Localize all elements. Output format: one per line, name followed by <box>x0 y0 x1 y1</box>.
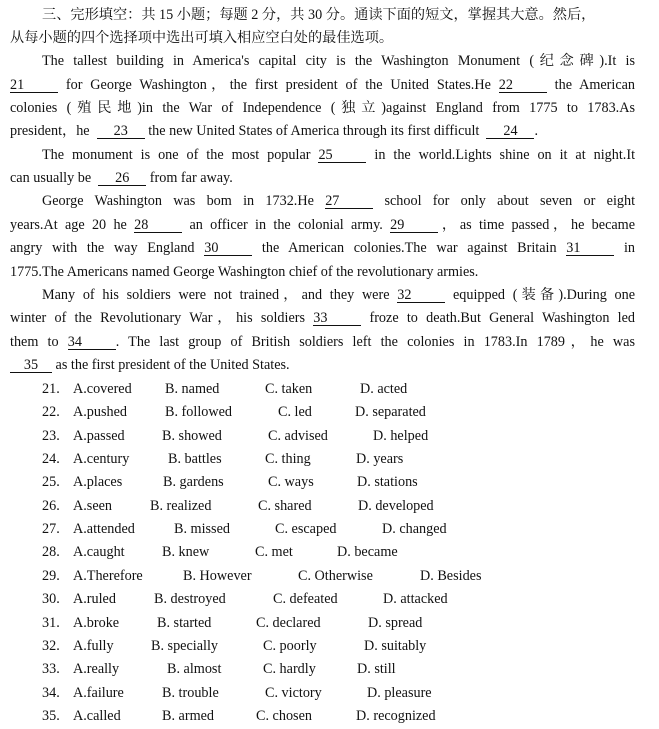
blank-25: 25 <box>318 148 366 163</box>
blank-32: 32 <box>397 288 445 303</box>
option-a: A.failure <box>73 685 124 701</box>
question-item: 30. A.ruled B. destroyed C. defeated D. attacked <box>0 588 659 611</box>
instructions-line-1: 三、完形填空：共 15 小题；每题 2 分，共 30 分。通读下面的短文，掌握其大意。然后， <box>42 7 596 23</box>
blank-33: 33 <box>313 311 361 326</box>
passage-line: The monument is one of the most popular 25 in the world.Lights shine on it at night.It <box>42 147 636 163</box>
passage-line: angry with the way England 30 the American colonies.The war against Britain 31 in <box>10 240 635 256</box>
option-a: A.pushed <box>73 404 127 420</box>
blank-23: 23 <box>97 124 145 139</box>
option-a: A.caught <box>73 544 125 560</box>
option-c: C. defeated <box>273 591 338 607</box>
option-a: A.passed <box>73 428 125 444</box>
option-c: C. ways <box>268 474 314 490</box>
passage-line: colonies (殖民地)in the War of Independence (独立)against England from 1775 to 1783.As <box>10 100 635 116</box>
option-b: B. knew <box>162 544 210 560</box>
option-a: A.called <box>73 708 121 724</box>
option-c: C. victory <box>265 685 322 701</box>
option-a: A.fully <box>73 638 114 654</box>
option-c: C. thing <box>265 451 311 467</box>
option-a: A.Therefore <box>73 568 143 584</box>
passage-line: them to 34 . The last group of British soldiers left the colonies in 1783.In 1789，he was <box>10 334 635 350</box>
option-c: C. declared <box>256 615 321 631</box>
option-b: B. realized <box>150 498 212 514</box>
option-d: D. recognized <box>356 708 436 724</box>
passage-line: George Washington was bom in 1732.He 27 school for only about seven or eight <box>42 193 636 209</box>
option-b: B. gardens <box>163 474 224 490</box>
option-a: A.century <box>73 451 130 467</box>
option-d: D. pleasure <box>367 685 432 701</box>
question-item: 24. A.century B. battles C. thing D. years <box>0 448 659 471</box>
blank-29: 29 <box>390 218 438 233</box>
question-item: 22. A.pushed B. followed C. led D. separated <box>0 401 659 424</box>
option-d: D. separated <box>355 404 426 420</box>
option-c: C. escaped <box>275 521 337 537</box>
option-b: B. showed <box>162 428 222 444</box>
option-c: C. chosen <box>256 708 312 724</box>
option-d: D. suitably <box>364 638 427 654</box>
question-item: 26. A.seen B. realized C. shared D. developed <box>0 495 659 518</box>
passage-line: years.At age 20 he 28 an officer in the colonial army. 29 ，as time passed，he became <box>10 217 636 233</box>
option-d: D. helped <box>373 428 429 444</box>
passage-line: 35 as the first president of the United States. <box>10 354 635 377</box>
blank-27: 27 <box>325 194 373 209</box>
option-d: D. still <box>357 661 396 677</box>
passage-line: Many of his soldiers were not trained，and they were 32 equipped (装备).During one <box>42 287 636 303</box>
option-a: A.places <box>73 474 123 490</box>
question-item: 25. A.places B. gardens C. ways D. stations <box>0 471 659 494</box>
passage-line: The tallest building in America's capital city is the Washington Monument (纪念碑).It is <box>42 53 635 69</box>
option-a: A.really <box>73 661 120 677</box>
question-item: 23. A.passed B. showed C. advised D. helped <box>0 425 659 448</box>
blank-30: 30 <box>204 241 252 256</box>
question-item: 35. A.called B. armed C. chosen D. recognized <box>0 705 659 728</box>
blank-26: 26 <box>98 171 146 186</box>
blank-28: 28 <box>134 218 182 233</box>
option-c: C. shared <box>258 498 312 514</box>
option-b: B. destroyed <box>154 591 226 607</box>
passage-line: winter of the Revolutionary War，his soldiers 33 froze to death.But General Washington led <box>10 310 635 326</box>
option-c: C. poorly <box>263 638 317 654</box>
blank-31: 31 <box>566 241 614 256</box>
blank-24: 24 <box>486 124 534 139</box>
option-b: B. battles <box>168 451 222 467</box>
passage-line: can usually be 26 from far away. <box>10 170 233 186</box>
option-c: C. led <box>278 404 312 420</box>
question-item: 34. A.failure B. trouble C. victory D. pleasure <box>0 682 659 705</box>
instructions-line-2: 从每小题的四个选择项中选出可填入相应空白处的最佳选项。 <box>10 30 394 46</box>
option-a: A.ruled <box>73 591 116 607</box>
option-d: D. attacked <box>383 591 448 607</box>
option-b: B. armed <box>162 708 215 724</box>
blank-22: 22 <box>499 78 547 93</box>
option-a: A.attended <box>73 521 135 537</box>
question-item: 29. A.Therefore B. However C. Otherwise D. Besides <box>0 565 659 588</box>
option-d: D. Besides <box>420 568 482 584</box>
option-c: C. Otherwise <box>298 568 373 584</box>
option-b: B. specially <box>151 638 218 654</box>
blank-34: 34 <box>68 335 116 350</box>
option-b: B. However <box>183 568 252 584</box>
option-c: C. met <box>255 544 293 560</box>
passage-line: 21 for George Washington，the first president of the United States.He 22 the American <box>10 77 636 93</box>
option-d: D. changed <box>382 521 447 537</box>
option-b: B. almost <box>167 661 222 677</box>
option-d: D. stations <box>357 474 418 490</box>
option-c: C. taken <box>265 381 313 397</box>
option-b: B. missed <box>174 521 230 537</box>
option-d: D. years <box>356 451 404 467</box>
option-b: B. followed <box>165 404 232 420</box>
passage-line: president，he 23 the new United States of America through its first difficult 24 . <box>10 123 538 139</box>
blank-21: 21 <box>10 78 58 93</box>
blank-35: 35 <box>10 358 52 373</box>
option-a: A.covered <box>73 381 132 397</box>
option-c: C. hardly <box>263 661 316 677</box>
question-item: 31. A.broke B. started C. declared D. spread <box>0 612 659 635</box>
option-b: B. started <box>157 615 212 631</box>
option-c: C. advised <box>268 428 328 444</box>
question-item: 28. A.caught B. knew C. met D. became <box>0 541 659 564</box>
option-a: A.broke <box>73 615 120 631</box>
option-d: D. developed <box>358 498 434 514</box>
question-item: 27. A.attended B. missed C. escaped D. changed <box>0 518 659 541</box>
option-b: B. trouble <box>162 685 219 701</box>
option-a: A.seen <box>73 498 113 514</box>
question-item: 33. A.really B. almost C. hardly D. still <box>0 658 659 681</box>
option-d: D. became <box>337 544 398 560</box>
question-item: 32. A.fully B. specially C. poorly D. suitably <box>0 635 659 658</box>
option-b: B. named <box>165 381 220 397</box>
question-item: 21. A.covered B. named C. taken D. acted <box>0 378 659 401</box>
passage-line: 1775.The Americans named George Washington chief of the revolutionary armies. <box>10 264 479 280</box>
option-d: D. spread <box>368 615 423 631</box>
option-d: D. acted <box>360 381 408 397</box>
